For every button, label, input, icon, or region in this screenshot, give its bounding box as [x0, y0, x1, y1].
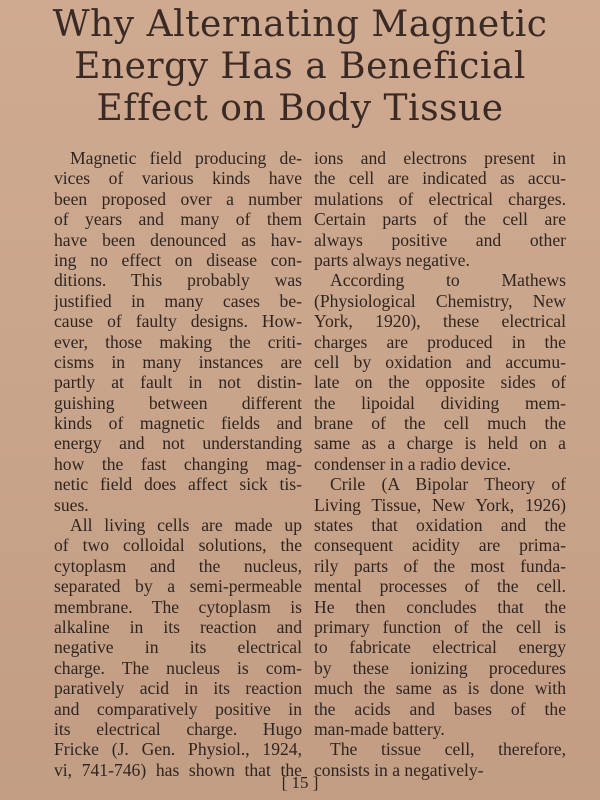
text-line: mental processes of the cell.	[314, 576, 566, 597]
text-line: negative in its electrical	[54, 637, 302, 658]
text-line: partly at fault in not distin-	[54, 372, 302, 393]
text-line: Certain parts of the cell are	[314, 209, 566, 230]
text-line: to fabricate electrical energy	[314, 637, 566, 658]
text-line: alkaline in its reaction and	[54, 616, 302, 637]
text-line: sues.	[54, 494, 89, 515]
text-line: ing no effect on disease con-	[54, 249, 302, 270]
article-title	[0, 4, 600, 130]
text-line: ditions. This probably was	[54, 270, 302, 291]
text-line: charges are produced in the	[314, 331, 566, 352]
text-line: cytoplasm and the nucleus,	[54, 555, 302, 576]
text-line: parts always negative.	[314, 249, 470, 270]
text-line: Living Tissue, New York, 1926)	[314, 494, 566, 515]
text-line: primary function of the cell is	[314, 616, 566, 637]
text-line: vi, 741-746) has shown that the	[54, 759, 302, 780]
text-line: by these ionizing procedures	[314, 657, 566, 678]
text-line: of years and many of them	[54, 209, 302, 230]
text-line: guishing between different	[54, 392, 302, 413]
title-line: Effect on Body Tissue	[96, 88, 504, 129]
text-line: Crile (A Bipolar Theory of	[330, 474, 566, 495]
text-line: how the fast changing mag-	[54, 453, 302, 474]
text-line: charge. The nucleus is com-	[54, 657, 302, 678]
text-line: mulations of electrical charges.	[314, 188, 566, 209]
text-line: He then concludes that the	[314, 596, 566, 617]
title-line: Energy Has a Beneficial	[74, 46, 526, 87]
text-line: energy and not understanding	[54, 433, 302, 454]
text-line: separated by a semi-permeable	[54, 576, 302, 597]
text-line: consists in a negatively-	[314, 759, 484, 780]
text-line: All living cells are made up	[70, 515, 302, 536]
text-line: brane of the cell much the	[314, 413, 566, 434]
text-line: man-made battery.	[314, 718, 445, 739]
text-line: the acids and bases of the	[314, 698, 566, 719]
text-line: paratively acid in its reaction	[54, 678, 302, 699]
right-column	[314, 148, 566, 780]
text-line: kinds of magnetic fields and	[54, 413, 302, 434]
text-line: rily parts of the most funda-	[314, 555, 566, 576]
text-line: netic field does affect sick tis-	[54, 474, 302, 495]
text-line: According to Mathews	[330, 270, 566, 291]
text-line: condenser in a radio device.	[314, 453, 511, 474]
text-line: always positive and other	[314, 229, 566, 250]
text-line: and comparatively positive in	[54, 698, 302, 719]
text-line: late on the opposite sides of	[314, 372, 566, 393]
page-number: [ 15 ]	[281, 773, 319, 792]
text-line: have been denounced as hav-	[54, 229, 302, 250]
text-line: The tissue cell, therefore,	[330, 739, 566, 760]
title-line: Why Alternating Magnetic	[52, 4, 548, 45]
text-line: (Physiological Chemistry, New	[314, 290, 566, 311]
text-line: consequent acidity are prima-	[314, 535, 566, 556]
text-line: Magnetic field producing de-	[70, 148, 302, 168]
left-column	[54, 148, 302, 780]
text-line: cell by oxidation and accumu-	[314, 351, 566, 372]
text-line: of two colloidal solutions, the	[54, 535, 302, 556]
text-line: much the same as is done with	[314, 678, 566, 699]
text-line: ions and electrons present in	[314, 148, 566, 168]
text-line: the cell are indicated as accu-	[314, 168, 566, 189]
text-line: Fricke (J. Gen. Physiol., 1924,	[54, 739, 302, 760]
text-line: membrane. The cytoplasm is	[54, 596, 302, 617]
text-line: same as a charge is held on a	[314, 433, 566, 454]
text-line: cause of faulty designs. How-	[54, 311, 302, 332]
text-line: York, 1920), these electrical	[314, 311, 566, 332]
text-line: states that oxidation and the	[314, 515, 566, 536]
text-line: vices of various kinds have	[54, 168, 302, 189]
text-line: been proposed over a number	[54, 188, 302, 209]
text-line: ever, those making the criti-	[54, 331, 302, 352]
text-line: its electrical charge. Hugo	[54, 718, 302, 739]
text-line: cisms in many instances are	[54, 351, 302, 372]
text-line: the lipoidal dividing mem-	[314, 392, 566, 413]
text-line: justified in many cases be-	[54, 290, 302, 311]
